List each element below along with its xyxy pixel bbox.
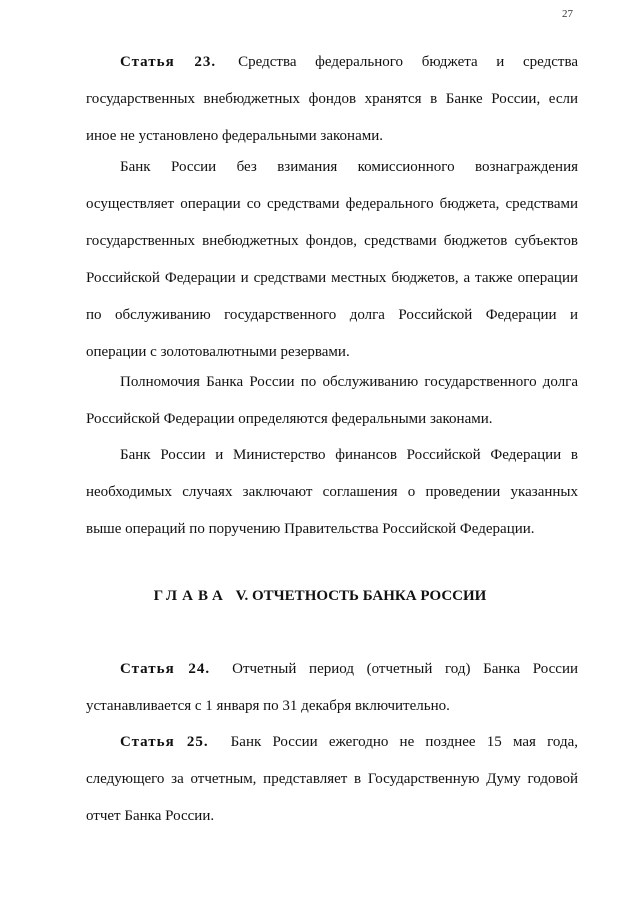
paragraph-4-text: Банк России и Министерство финансов Российской Федерации в необходимых случаях заключают соглашения о проведении указанных выше операций по поручению Правительства Российской Федерации. <box>86 447 578 537</box>
article-23-label: Статья 23. <box>120 54 217 70</box>
article-25-label: Статья 25. <box>120 734 209 750</box>
article-24-label: Статья 24. <box>120 661 211 677</box>
page-number: 27 <box>562 8 573 20</box>
article-23-paragraph-4 <box>86 437 578 548</box>
article-23-paragraph <box>86 44 578 155</box>
article-24-text: Отчетный период (отчетный год) Банка России устанавливается с 1 января по 31 декабря включительно. <box>86 661 579 714</box>
paragraph-3-text: Полномочия Банка России по обслуживанию государственного долга Российской Федерации определяются федеральными законами. <box>86 374 578 427</box>
article-23-text: Средства федерального бюджета и средства государственных внебюджетных фондов хранятся в Банке России, если иное не установлено федеральными законами. <box>86 54 579 144</box>
article-24-paragraph <box>86 651 578 725</box>
chapter-word: ГЛАВА <box>153 588 228 604</box>
article-25-paragraph <box>86 724 578 835</box>
article-23-paragraph-3 <box>86 364 578 438</box>
paragraph-2-text: Банк России без взимания комиссионного вознаграждения осуществляет операции со средствами федерального бюджета, средствами государственных внебюджетных фондов, средствами бюджетов субъектов Российской Федерации и средствами местных бюджетов, а также операции по обслуживанию государственного долга Российской Федерации и операции с золотовалютными резервами. <box>86 159 578 360</box>
article-25-text: Банк России ежегодно не позднее 15 мая года, следующего за отчетным, представляет в Государственную Думу годовой отчет Банка России. <box>86 734 578 824</box>
chapter-title: ОТЧЕТНОСТЬ БАНКА РОССИИ <box>252 588 487 604</box>
chapter-heading <box>0 578 640 615</box>
chapter-number: V. <box>235 588 249 604</box>
article-23-paragraph-2 <box>86 149 578 371</box>
